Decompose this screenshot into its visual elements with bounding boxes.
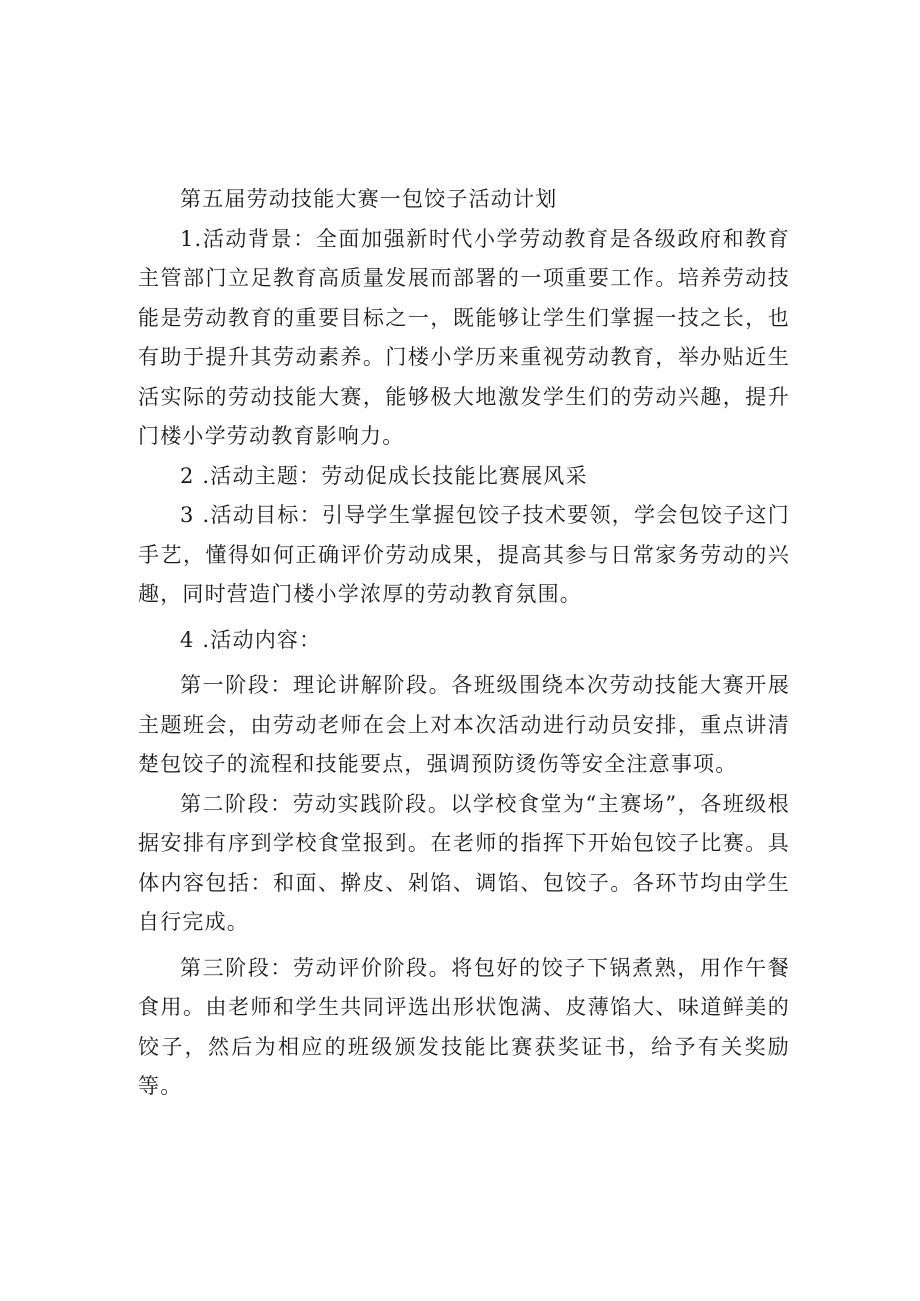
paragraph-stage-one: 第一阶段：理论讲解阶段。各班级围绕本次劳动技能大赛开展主题班会，由劳动老师在会上对本次活动进行动员安排，重点讲清楚包饺子的流程和技能要点，强调预防烫伤等安全注意事项。 [138,673,790,776]
paragraph-theme: 2 .活动主题：劳动促成长技能比赛展风采 [180,463,588,488]
paragraph-content-heading: 4 .活动内容： [180,627,322,652]
paragraph-goal: 3 .活动目标：引导学生掌握包饺子技术要领，学会包饺子这门手艺，懂得如何正确评价劳动成果，提高其参与日常家务劳动的兴趣，同时营造门楼小学浓厚的劳动教育氛围。 [138,503,790,606]
paragraph-stage-two: 第二阶段：劳动实践阶段。以学校食堂为“主赛场”，各班级根据安排有序到学校食堂报到。在老师的指挥下开始包饺子比赛。具体内容包括：和面、擀皮、剁馅、调馅、包饺子。各环节均由学生自行完成。 [138,791,790,934]
paragraph-stage-three: 第三阶段：劳动评价阶段。将包好的饺子下锅煮熟，用作午餐食用。由老师和学生共同评选出形状饱满、皮薄馅大、味道鲜美的饺子，然后为相应的班级颁发技能比赛获奖证书，给予有关奖励等。 [138,955,790,1098]
paragraph-background: 1.活动背景：全面加强新时代小学劳动教育是各级政府和教育主管部门立足教育高质量发展而部署的一项重要工作。培养劳动技能是劳动教育的重要目标之一，既能够让学生们掌握一技之长，也有助于提升其劳动素养。门楼小学历来重视劳动教育，举办贴近生活实际的劳动技能大赛，能够极大地激发学生们的劳动兴趣，提升门楼小学劳动教育影响力。 [138,226,790,448]
document-body [138,180,790,1107]
document-title: 第五届劳动技能大赛一包饺子活动计划 [180,187,558,211]
